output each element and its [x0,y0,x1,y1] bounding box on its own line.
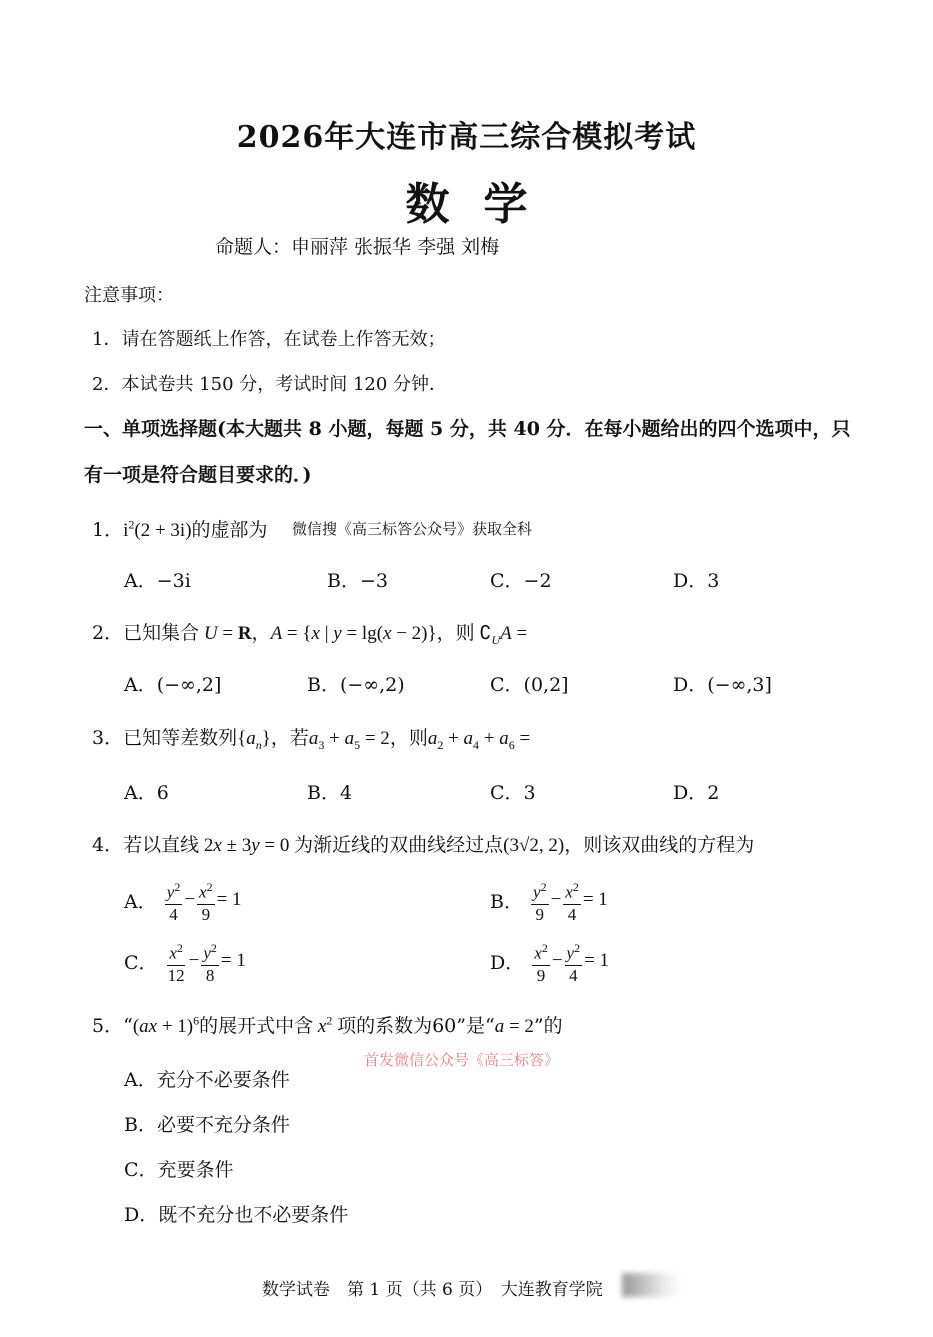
question-4 [92,830,754,857]
q2-option-d: D．(−∞,3] [673,674,772,696]
q1-option-d: D．3 [673,570,720,592]
q4-stem-mid: 为渐近线的双曲线经过点 [294,834,504,856]
note-item: 2．本试卷共 150 分，考试时间 120 分钟． [92,374,448,395]
q2-complement: $∁_UA$ = [474,623,528,647]
q5-stem-mid: 的展开式中含 [199,1015,314,1037]
q4-stem-pre: 若以直线 [123,834,200,856]
authors-line: 命题人：申丽萍 张振华 李强 刘梅 [215,236,500,258]
q5-option-c: C．充要条件 [124,1159,234,1181]
subject-title: 数学 [405,179,562,230]
q3-stem-mid2: ，则 [389,727,428,749]
page-footer: 数学试卷 第 1 页（共 6 页） 大连教育学院 [262,1280,603,1300]
q5-stem-post: ”的 [533,1015,563,1037]
watermark-text: 微信搜《高三标答公众号》获取全科 [292,520,533,538]
q5-option-a: A．充分不必要条件 [124,1069,290,1091]
question-3 [92,723,530,753]
q3-option-d: D．2 [673,782,720,804]
q2-set-a: A = {x | y = lg(x − 2)} [270,623,437,644]
q3-option-b: B．4 [307,782,353,804]
q1-expression: $i^2(2 + 3i)$ [123,517,192,541]
question-number: 3． [92,727,124,749]
notes-heading: 注意事项： [84,285,174,306]
q4-asymptote: 2x ± 3y = 0 [199,835,295,856]
q5-stem-pre: “ [123,1015,133,1037]
q1-option-b: B．−3 [327,570,388,592]
q4-option-b: B． $\frac{y^2}{9}$ − $\frac{x^2}{4}$ = 1 [490,876,608,925]
option-label: B． [490,890,523,913]
q3-target: $a_2 + a_4 + a_6$ = [427,728,531,752]
section-heading: 一、单项选择题(本大题共 8 小题，每题 5 分，共 40 分．在每小题给出的四个选项中，只 [84,418,851,440]
watermark-text: 首发微信公众号《高三标答》 [364,1051,560,1069]
q5-option-b: B．必要不充分条件 [124,1114,290,1136]
question-5 [92,1011,563,1038]
q2-option-a: A．(−∞,2] [124,674,222,696]
q5-stem-mid2: 项的系数为60”是“ [337,1015,495,1037]
q4-option-a: A． $\frac{y^2}{4}$ − $\frac{x^2}{9}$ = 1 [124,876,242,925]
q2-option-b: B．(−∞,2) [307,674,405,696]
q4-point: (3√2, 2) [503,835,565,856]
q4-option-c: C． $\frac{x^2}{12}$ − $\frac{y^2}{8}$ = 1 [124,937,246,986]
q1-option-c: C．−2 [490,570,552,592]
q2-option-c: C．(0,2] [490,674,569,696]
q2-stem-pre: 已知集合 [123,622,200,644]
q5-binomial: (ax + 1)$^6$ [132,1013,200,1037]
q3-option-a: A．6 [124,782,169,804]
q5-option-d: D．既不充分也不必要条件 [124,1204,349,1226]
question-number: 2． [92,622,124,644]
q3-stem-pre: 已知等差数列 [123,727,238,749]
question-number: 1． [92,519,124,541]
option-label: A． [124,890,157,913]
q1-option-a: A．−3i [124,570,191,592]
q3-option-c: C．3 [490,782,536,804]
q3-sequence: $\{a_n\}$ [237,728,271,752]
question-1 [92,515,268,542]
q3-condition: $a_3 + a_5 = 2$ [308,728,390,752]
q4-option-d: D． $\frac{x^2}{9}$ − $\frac{y^2}{4}$ = 1 [490,937,609,986]
option-label: D． [490,951,525,974]
option-label: C． [124,951,158,974]
note-item: 1．请在答题纸上作答，在试卷上作答无效； [92,329,446,350]
question-number: 4． [92,834,124,856]
exam-title: 2026年大连市高三综合模拟考试 [236,120,697,155]
q5-term: $x^2$ [317,1013,333,1037]
q5-condition: a = 2 [494,1016,534,1037]
question-2 [92,618,527,648]
q2-stem-mid: ，则 [436,622,475,644]
section-heading-cont: 有一项是符合题目要求的．) [84,464,312,486]
footer-blur-overlay [622,1273,682,1297]
question-number: 5． [92,1015,124,1037]
q3-stem-mid: ，若 [270,727,309,749]
q4-stem-post: ，则该双曲线的方程为 [564,834,755,856]
q1-stem: 的虚部为 [191,519,268,541]
q2-set-u: U = R， [203,623,271,644]
